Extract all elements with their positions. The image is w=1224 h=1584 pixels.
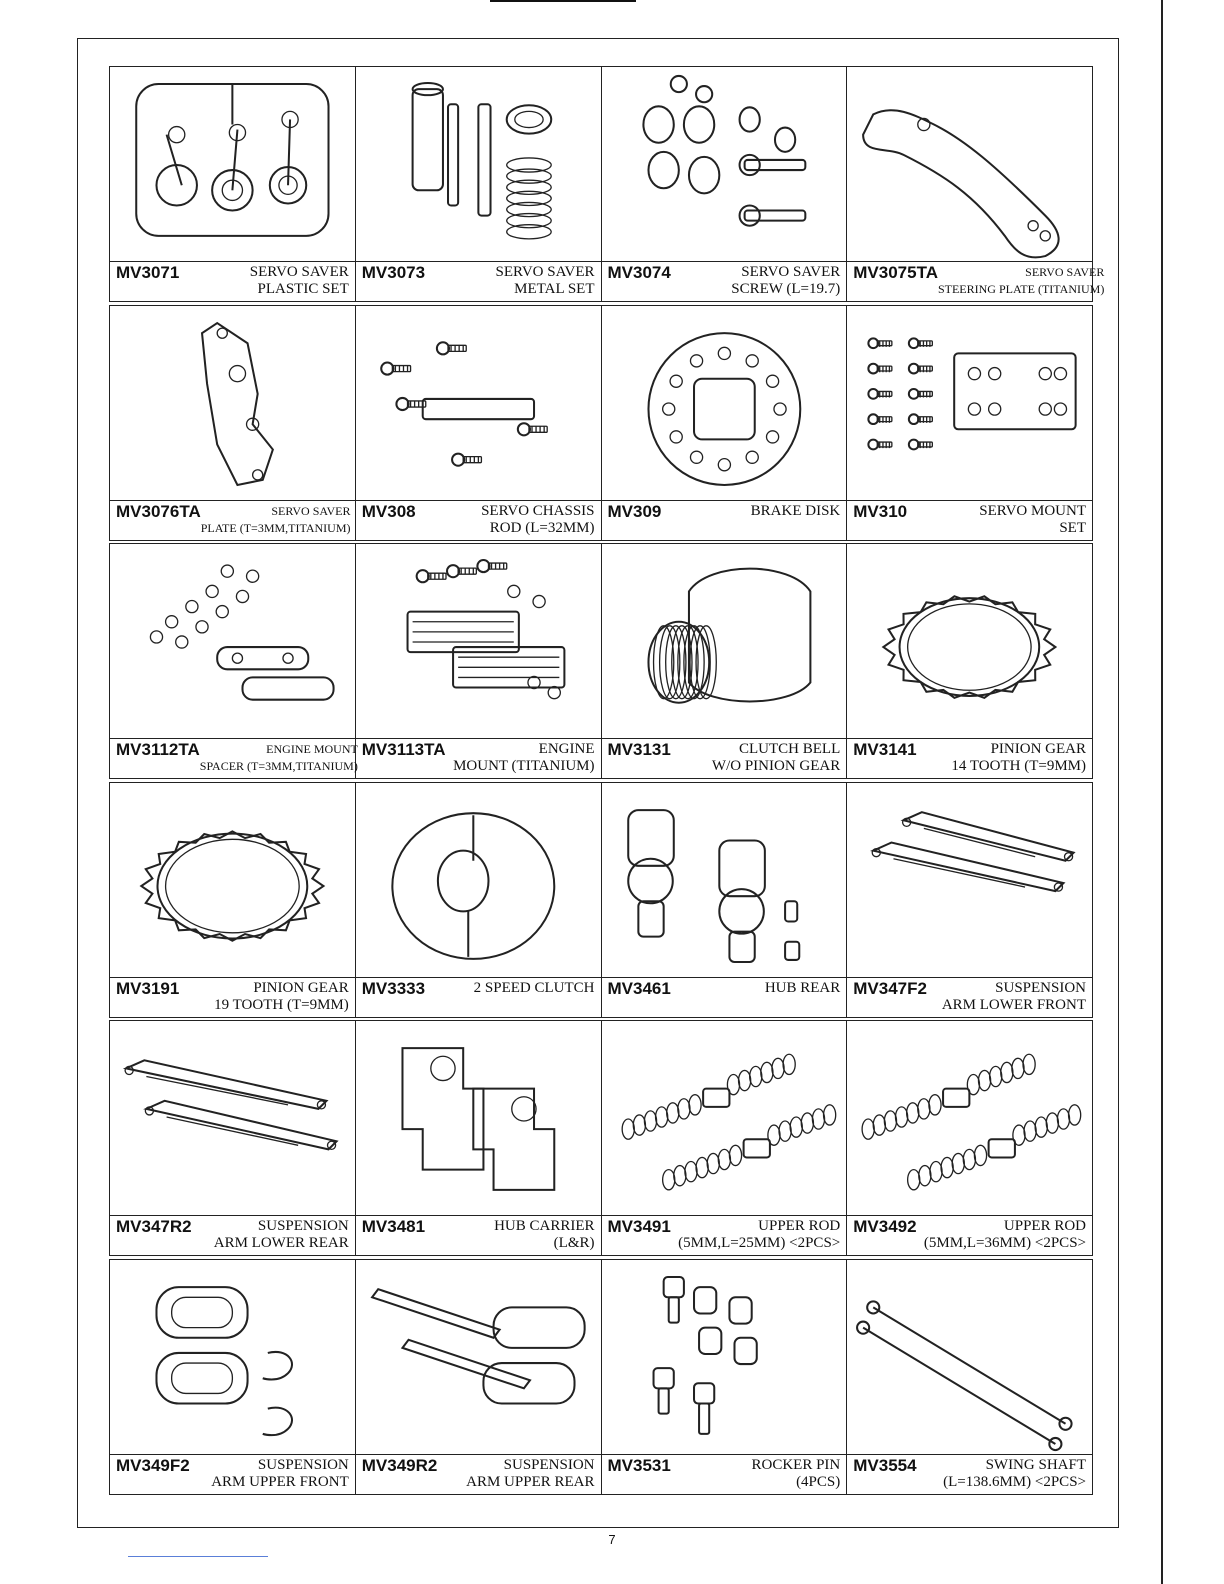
part-code: MV349R2: [361, 1455, 438, 1475]
part-code: MV3113TA: [361, 740, 446, 759]
catalog-row: [109, 66, 1105, 302]
part-cell: [110, 1260, 356, 1494]
part-cell: [110, 783, 356, 1017]
part-description-line-2: PLATE (T=3MM,TITANIUM): [200, 520, 351, 535]
suspension-arm-upper-front-icon: [116, 1266, 349, 1450]
part-description-line-1: SERVO CHASSIS: [481, 502, 595, 519]
steering-plate-icon: [853, 73, 1086, 257]
parts-catalog-grid: [109, 66, 1105, 1500]
part-caption: [356, 1215, 601, 1255]
pinion-gear-19-icon: [116, 789, 349, 973]
part-code: MV3074: [607, 263, 671, 282]
part-description-line-1: ROCKER PIN: [751, 1456, 841, 1473]
part-caption: [847, 738, 1092, 778]
suspension-arm-upper-rear-icon: [362, 1266, 595, 1450]
part-description-line-1: SERVO MOUNT: [979, 502, 1086, 519]
part-description-line-1: PINION GEAR: [253, 979, 349, 996]
part-description-line-2: (L=138.6MM) <2PCS>: [943, 1473, 1086, 1490]
part-description-line-1: UPPER ROD: [1003, 1218, 1086, 1234]
part-description-line-2: STEERING PLATE (TITANIUM): [937, 282, 1105, 296]
part-description-line-2: (5MM,L=25MM) <2PCS>: [678, 1235, 841, 1251]
part-description-line-1: SERVO SAVER: [495, 264, 595, 280]
part-caption: [602, 1215, 847, 1255]
part-caption: [602, 977, 847, 1017]
part-cell: [602, 67, 848, 301]
part-description-line-1: ENGINE: [538, 741, 595, 757]
part-description: [481, 503, 594, 540]
catalog-row: [109, 305, 1093, 541]
part-description: [214, 1218, 349, 1255]
part-description-line-2: 19 TOOTH (T=9MM): [214, 996, 349, 1013]
part-description: [250, 264, 349, 301]
part-code: MV3481: [361, 1217, 426, 1236]
part-description-line-1: BRAKE DISK: [750, 502, 841, 519]
part-code: MV347R2: [116, 1217, 192, 1236]
part-caption: [110, 977, 355, 1017]
part-cell: [602, 783, 848, 1017]
servo-saver-screw-icon: [608, 73, 841, 257]
part-caption: [110, 738, 358, 778]
part-caption: [110, 1454, 355, 1494]
part-description-line-2: ARM LOWER REAR: [213, 1235, 349, 1251]
part-caption: [602, 261, 847, 301]
footer-link-rule: [128, 1556, 268, 1557]
part-description-line-2: ARM UPPER REAR: [466, 1473, 595, 1490]
part-code: MV3141: [853, 740, 917, 759]
engine-mount-icon: [362, 550, 595, 734]
part-description: [751, 1457, 840, 1494]
part-description-line-2: SET: [1059, 519, 1086, 536]
part-description-line-1: SERVO SAVER: [1025, 265, 1105, 279]
part-description-line-2: SPACER (T=3MM,TITANIUM): [199, 759, 358, 773]
part-description-line-1: HUB CARRIER: [494, 1218, 595, 1234]
part-description-line-2: W/O PINION GEAR: [711, 758, 841, 774]
swing-shaft-icon: [853, 1266, 1086, 1450]
two-speed-clutch-icon: [362, 789, 595, 973]
part-code: MV3492: [853, 1217, 917, 1236]
part-description: [924, 1218, 1086, 1255]
top-rule: [490, 0, 636, 2]
part-code: MV3461: [607, 978, 671, 998]
part-cell: [110, 306, 356, 540]
part-cell: [847, 306, 1092, 540]
upper-rod-36-icon: [853, 1027, 1086, 1211]
part-code: MV3071: [116, 263, 180, 282]
part-cell: [847, 1260, 1092, 1494]
part-description-line-2: ARM LOWER FRONT: [941, 996, 1086, 1013]
part-description-line-1: CLUTCH BELL: [739, 741, 841, 757]
part-description-line-2: ARM UPPER FRONT: [211, 1473, 349, 1490]
part-description: [943, 1457, 1086, 1494]
part-description-line-1: HUB REAR: [764, 979, 841, 996]
part-description: [453, 741, 594, 778]
part-caption: [847, 1215, 1092, 1255]
part-cell: [356, 67, 602, 301]
part-caption: [356, 1454, 601, 1494]
right-edge-rule: [1161, 0, 1163, 1584]
part-description-line-2: (5MM,L=36MM) <2PCS>: [923, 1235, 1086, 1251]
catalog-row: [109, 782, 1093, 1018]
part-caption: [356, 500, 601, 540]
part-cell: [847, 783, 1092, 1017]
part-code: MV3131: [607, 740, 671, 759]
upper-rod-25-icon: [608, 1027, 841, 1211]
part-cell: [602, 1260, 848, 1494]
servo-mount-set-icon: [853, 312, 1086, 496]
part-description-line-1: 2 SPEED CLUTCH: [473, 979, 595, 996]
part-code: MV3073: [361, 263, 426, 282]
part-code: MV309: [607, 501, 662, 521]
part-code: MV308: [361, 501, 416, 521]
catalog-row: [109, 1259, 1093, 1495]
part-cell: [847, 544, 1092, 778]
part-description: [466, 1457, 594, 1494]
hub-rear-icon: [608, 789, 841, 973]
part-description: [494, 1218, 594, 1255]
part-description-line-1: SWING SHAFT: [985, 1456, 1086, 1473]
part-cell: [847, 67, 1105, 301]
part-caption: [110, 261, 355, 301]
part-description-line-1: SUSPENSION: [257, 1456, 349, 1473]
part-description: [979, 503, 1086, 540]
part-code: MV3112TA: [116, 740, 200, 759]
part-description: [496, 264, 595, 301]
part-cell: [847, 1021, 1092, 1255]
part-description-line-2: PLASTIC SET: [257, 281, 349, 297]
part-cell: [602, 1021, 848, 1255]
part-code: MV3191: [116, 978, 180, 998]
part-code: MV3333: [361, 978, 426, 998]
part-code: MV349F2: [116, 1455, 190, 1475]
part-code: MV3554: [853, 1455, 917, 1475]
part-caption: [356, 261, 601, 301]
part-code: MV347F2: [853, 978, 927, 998]
part-description: [200, 741, 358, 778]
part-caption: [110, 500, 355, 540]
part-code: MV3075TA: [853, 263, 938, 282]
clutch-bell-icon: [608, 550, 841, 734]
catalog-row: [109, 1020, 1093, 1256]
servo-saver-metal-set-icon: [362, 73, 595, 257]
part-description: [678, 1218, 840, 1255]
part-description: [712, 741, 840, 778]
part-description-line-1: SUSPENSION: [257, 1218, 349, 1234]
part-cell: [110, 1021, 356, 1255]
part-caption: [602, 738, 847, 778]
part-cell: [356, 1260, 602, 1494]
part-caption: [847, 500, 1092, 540]
part-description: [942, 980, 1086, 1017]
part-description-line-2: MOUNT (TITANIUM): [453, 758, 595, 774]
part-description-line-2: METAL SET: [514, 281, 595, 297]
part-cell: [110, 67, 356, 301]
brake-disk-icon: [608, 312, 841, 496]
part-description: [474, 980, 595, 1017]
part-description-line-1: SERVO SAVER: [249, 264, 349, 280]
part-description-line-2: SCREW (L=19.7): [731, 281, 841, 297]
servo-saver-plastic-set-icon: [116, 73, 349, 257]
part-description-line-2: ROD (L=32MM): [489, 519, 595, 536]
part-cell: [356, 306, 602, 540]
part-description-line-1: SERVO SAVER: [271, 503, 351, 518]
part-cell: [356, 1021, 602, 1255]
servo-saver-plate-icon: [116, 312, 349, 496]
part-description: [731, 264, 840, 301]
part-description-line-1: UPPER ROD: [758, 1218, 841, 1234]
part-description-line-1: SUSPENSION: [995, 979, 1086, 996]
part-caption: [602, 1454, 847, 1494]
part-description-line-1: ENGINE MOUNT: [266, 742, 358, 756]
suspension-arm-lower-rear-icon: [116, 1027, 349, 1211]
catalog-row: [109, 543, 1093, 779]
part-caption: [356, 977, 601, 1017]
part-code: MV310: [853, 501, 908, 521]
part-code: MV3076TA: [116, 501, 201, 521]
part-code: MV3531: [607, 1455, 671, 1475]
part-caption: [356, 738, 601, 778]
part-caption: [847, 261, 1105, 301]
part-cell: [110, 544, 356, 778]
part-description-line-1: SUSPENSION: [503, 1456, 595, 1473]
rocker-pin-icon: [608, 1266, 841, 1450]
part-code: MV3491: [607, 1217, 671, 1236]
suspension-arm-lower-front-icon: [853, 789, 1086, 973]
part-description: [201, 503, 351, 540]
servo-chassis-rod-icon: [362, 312, 595, 496]
part-cell: [602, 306, 848, 540]
engine-mount-spacer-icon: [116, 550, 349, 734]
part-description-line-2: (4PCS): [796, 1473, 841, 1490]
part-description: [938, 264, 1104, 301]
part-description: [214, 980, 349, 1017]
part-description-line-2: 14 TOOTH (T=9MM): [951, 758, 1086, 774]
part-caption: [847, 1454, 1092, 1494]
part-description: [765, 980, 840, 1017]
part-description-line-1: PINION GEAR: [990, 741, 1086, 757]
part-description: [211, 1457, 349, 1494]
part-description-line-1: SERVO SAVER: [741, 264, 841, 280]
part-cell: [356, 783, 602, 1017]
part-cell: [356, 544, 602, 778]
hub-carrier-icon: [362, 1027, 595, 1211]
part-caption: [847, 977, 1092, 1017]
part-description: [951, 741, 1086, 778]
pinion-gear-14-icon: [853, 550, 1086, 734]
part-cell: [602, 544, 848, 778]
page-number: 7: [608, 1532, 616, 1547]
part-description: [751, 503, 841, 540]
part-caption: [602, 500, 847, 540]
part-description-line-2: (L&R): [553, 1235, 595, 1251]
part-caption: [110, 1215, 355, 1255]
